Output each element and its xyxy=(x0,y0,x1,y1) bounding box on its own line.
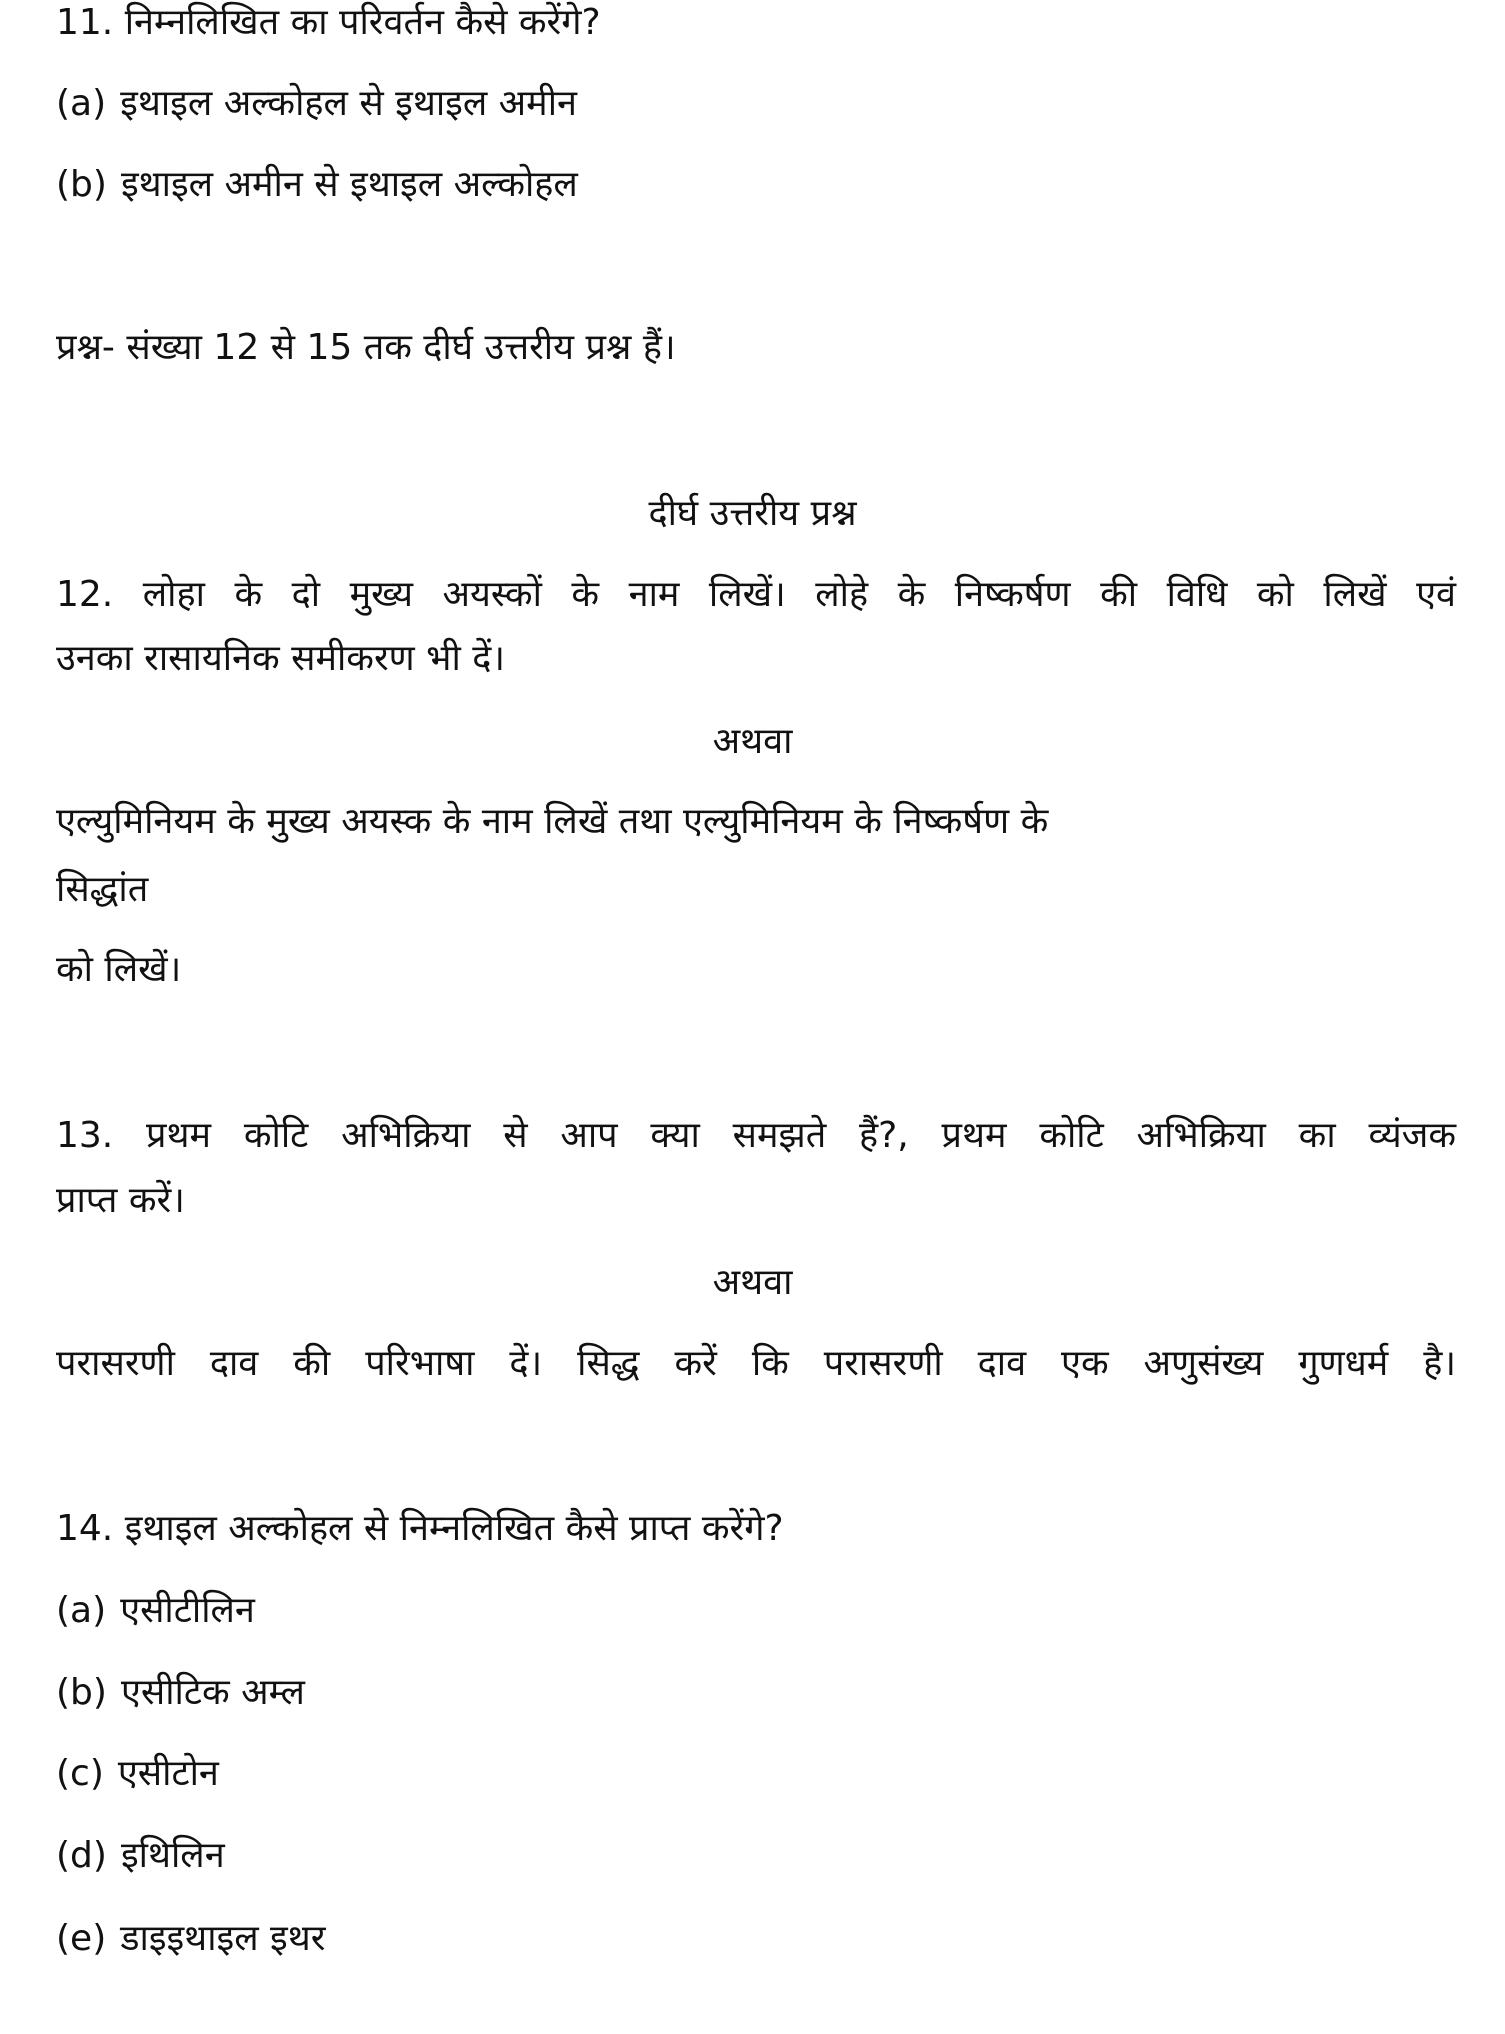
q12-or-divider: अथवा xyxy=(712,721,793,762)
q13-alt-line-1: परासरणी दाव की परिभाषा दें। सिद्ध करें कि परासरणी दाव एक अणुसंख्य गुणधर्म है। xyxy=(56,1343,1456,1384)
option-text: एसीटिक अम्ल xyxy=(120,1672,305,1713)
q12-line-2: उनका रासायनिक समीकरण भी दें। xyxy=(56,638,505,679)
q14-option-c xyxy=(56,1750,219,1798)
option-label: (c) xyxy=(56,1753,104,1794)
q13-line-1: 13. प्रथम कोटि अभिक्रिया से आप क्या समझते हैं?, प्रथम कोटि अभिक्रिया का व्यंजक xyxy=(56,1115,1456,1156)
option-label: (e) xyxy=(56,1918,107,1959)
q12-line-1: 12. लोहा के दो मुख्य अयस्कों के नाम लिखें। लोहे के निष्कर्षण की विधि को लिखें एवं xyxy=(56,574,1456,615)
option-label: (b) xyxy=(56,1672,107,1713)
option-label: (a) xyxy=(56,83,107,124)
option-label: (b) xyxy=(56,164,107,205)
option-text: इथाइल अल्कोहल से इथाइल अमीन xyxy=(120,83,578,124)
q13-or-divider: अथवा xyxy=(712,1262,793,1303)
option-label: (a) xyxy=(56,1590,107,1631)
section-heading: दीर्घ उत्तरीय प्रश्न xyxy=(648,493,857,534)
q13-line-2: प्राप्त करें। xyxy=(56,1180,185,1221)
instruction-text: प्रश्न- संख्या 12 से 15 तक दीर्घ उत्तरीय प्रश्न हैं। xyxy=(56,327,676,368)
q11-option-a xyxy=(56,80,577,128)
q12-alt-line-1: एल्युमिनियम के मुख्य अयस्क के नाम लिखें तथा एल्युमिनियम के निष्कर्षण के xyxy=(56,801,1049,842)
q14-option-d xyxy=(56,1832,225,1880)
option-text: डाइइथाइल इथर xyxy=(120,1918,326,1959)
q12-alt-line-2: सिद्धांत xyxy=(56,869,149,910)
q14-question: 14. इथाइल अल्कोहल से निम्नलिखित कैसे प्राप्त करेंगे? xyxy=(56,1508,784,1549)
option-text: इथिलिन xyxy=(120,1835,225,1876)
q14-option-e xyxy=(56,1915,325,1963)
option-text: इथाइल अमीन से इथाइल अल्कोहल xyxy=(120,164,578,205)
option-text: एसीटीलिन xyxy=(120,1590,255,1631)
q11-question: 11. निम्नलिखित का परिवर्तन कैसे करेंगे? xyxy=(56,2,601,43)
q14-option-a xyxy=(56,1587,255,1635)
option-label: (d) xyxy=(56,1835,107,1876)
q12-alt-line-3: को लिखें। xyxy=(56,949,182,990)
q14-option-b xyxy=(56,1669,305,1717)
q11-option-b xyxy=(56,161,578,209)
option-text: एसीटोन xyxy=(117,1753,219,1794)
